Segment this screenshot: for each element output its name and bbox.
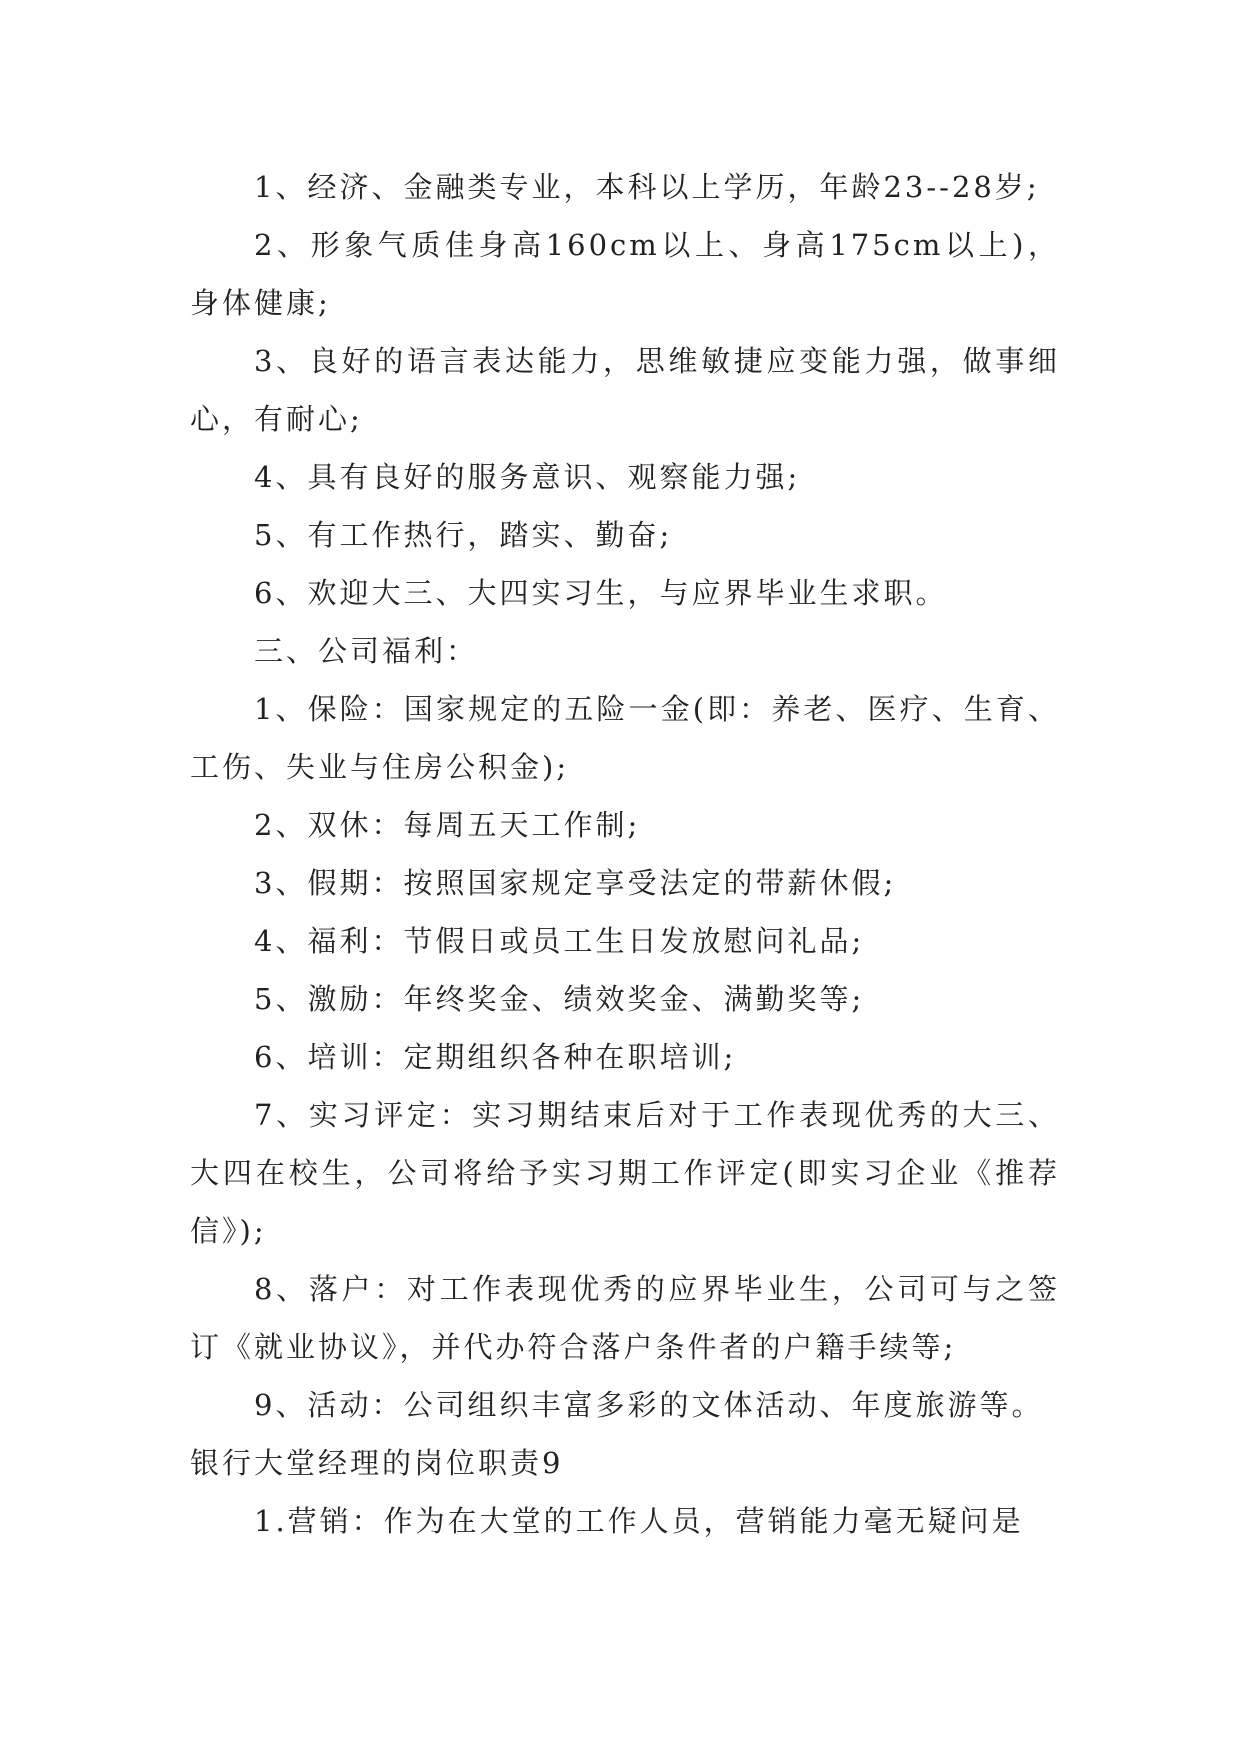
paragraph-requirement-2: 2、形象气质佳身高160cm以上、身高175cm以上)，身体健康; xyxy=(190,228,1060,320)
section-heading-benefits: 三、公司福利： xyxy=(254,634,479,668)
paragraph-benefit-6: 6、培训：定期组织各种在职培训; xyxy=(254,1040,737,1074)
paragraph-benefit-2: 2、双休：每周五天工作制; xyxy=(254,808,641,842)
paragraph-benefit-4: 4、福利：节假日或员工生日发放慰问礼品; xyxy=(254,924,865,958)
paragraph-benefit-3: 3、假期：按照国家规定享受法定的带薪休假; xyxy=(254,866,897,900)
document-body xyxy=(190,158,1060,1550)
paragraph-requirement-5: 5、有工作热行，踏实、勤奋; xyxy=(254,518,673,552)
paragraph-benefit-1: 1、保险：国家规定的五险一金(即：养老、医疗、生育、工伤、失业与住房公积金); xyxy=(190,692,1060,784)
paragraph-benefit-7: 7、实习评定：实习期结束后对于工作表现优秀的大三、大四在校生，公司将给予实习期工作评定(即实习企业《推荐信》); xyxy=(190,1098,1060,1248)
paragraph-requirement-4: 4、具有良好的服务意识、观察能力强; xyxy=(254,460,801,494)
section-title-duties-9: 银行大堂经理的岗位职责9 xyxy=(190,1446,564,1480)
paragraph-requirement-6: 6、欢迎大三、大四实习生，与应界毕业生求职。 xyxy=(254,576,948,610)
paragraph-requirement-3: 3、良好的语言表达能力，思维敏捷应变能力强，做事细心，有耐心; xyxy=(190,344,1060,436)
paragraph-benefit-9: 9、活动：公司组织丰富多彩的文体活动、年度旅游等。 xyxy=(254,1388,1044,1422)
paragraph-requirement-1: 1、经济、金融类专业，本科以上学历，年龄23--28岁; xyxy=(254,170,1040,204)
paragraph-duty-1: 1.营销：作为在大堂的工作人员，营销能力毫无疑问是 xyxy=(254,1504,1024,1538)
paragraph-benefit-8: 8、落户：对工作表现优秀的应界毕业生，公司可与之签订《就业协议》，并代办符合落户条件者的户籍手续等; xyxy=(190,1272,1060,1364)
paragraph-benefit-5: 5、激励：年终奖金、绩效奖金、满勤奖等; xyxy=(254,982,865,1016)
